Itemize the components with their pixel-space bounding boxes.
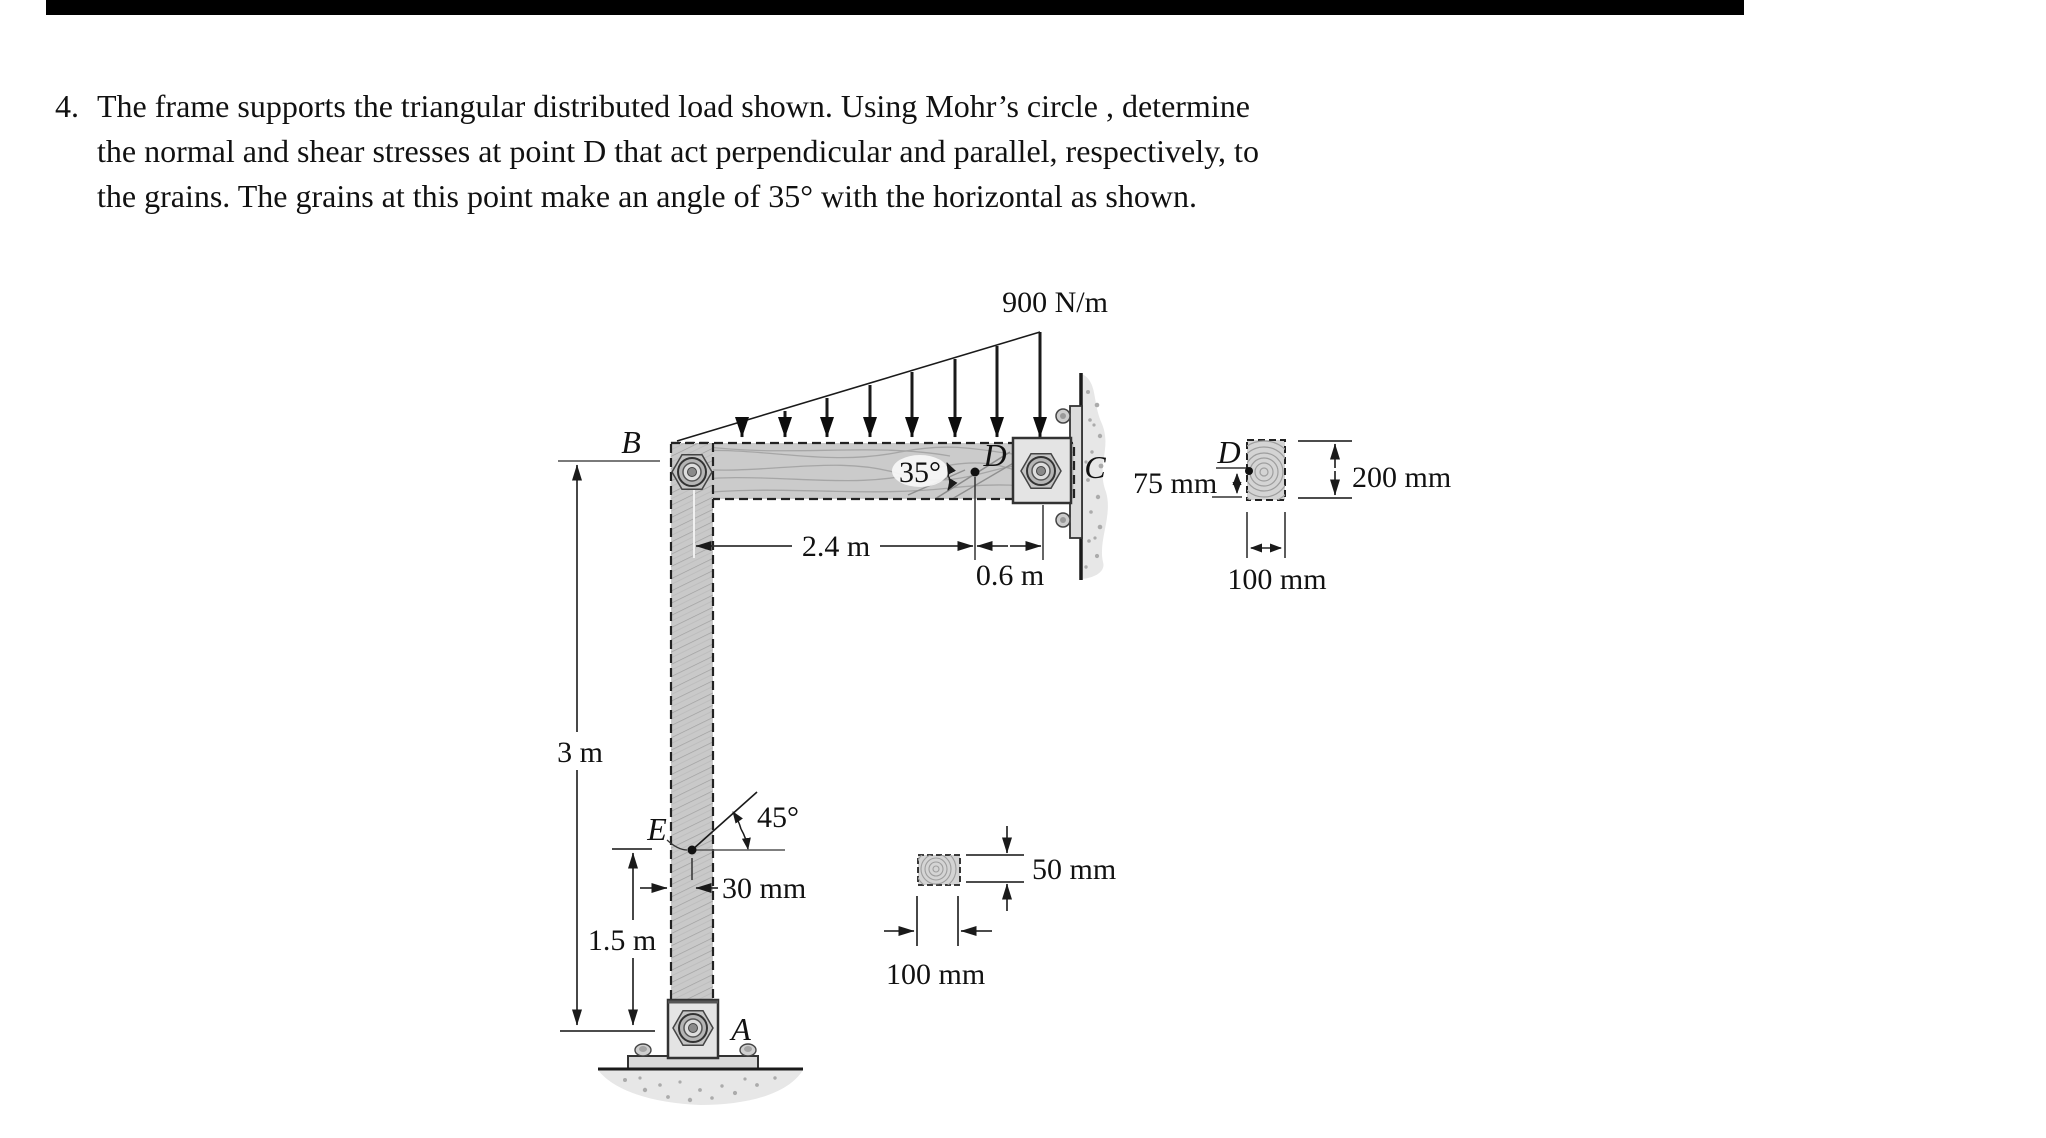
- pin-a-center: [689, 1024, 698, 1033]
- dim-label-50mm: 50 mm: [1032, 853, 1117, 886]
- load-value-label: 900 N/m: [1002, 286, 1108, 319]
- column-member: [671, 443, 713, 1001]
- problem-number: 4.: [55, 88, 79, 124]
- point-d-dot: [971, 468, 980, 477]
- dim-label-100mm-right: 100 mm: [1227, 563, 1327, 596]
- dim-label-100mm-bottom: 100 mm: [886, 958, 986, 991]
- dimension-100mm-right: [1227, 512, 1326, 596]
- plate-bolt-bottom-center: [1060, 517, 1066, 523]
- base-bolt-left-head: [639, 1046, 647, 1052]
- pin-b-center: [688, 468, 697, 477]
- angle-e-arc-lower: [741, 829, 748, 849]
- angle-e-arc-upper: [733, 812, 741, 829]
- point-label-c: C: [1084, 449, 1106, 485]
- dim-label-0-6m: 0.6 m: [975, 559, 1045, 592]
- column-body: [671, 443, 713, 1001]
- dim-label-75mm: 75 mm: [1133, 467, 1218, 500]
- problem-line-2: the normal and shear stresses at point D that act perpendicular and parallel, respectively, to: [97, 133, 1259, 169]
- plate-bolt-top-center: [1060, 413, 1066, 419]
- problem-line-3: the grains. The grains at this point make an angle of 35° with the horizontal as shown.: [97, 178, 1197, 214]
- point-label-e: E: [647, 811, 667, 847]
- dim-label-1-5m: 1.5 m: [587, 924, 657, 957]
- point-label-a: A: [731, 1011, 751, 1047]
- problem-statement: [55, 88, 1259, 214]
- dimension-1-5m: [588, 849, 656, 1025]
- point-label-b: B: [621, 424, 641, 460]
- support-a: [598, 1000, 803, 1105]
- problem-line-1: The frame supports the triangular distributed load shown. Using Mohr’s circle , determine: [97, 88, 1250, 124]
- dim-label-3m: 3 m: [557, 736, 603, 769]
- point-e-detail: [640, 792, 806, 905]
- top-border-bar: [46, 0, 1744, 15]
- point-e-dot: [688, 846, 697, 855]
- load-arrows: [742, 332, 1040, 437]
- dim-label-2-4m: 2.4 m: [801, 530, 871, 563]
- angle-label-45: 45°: [757, 801, 799, 834]
- dim-label-30mm: 30 mm: [722, 872, 807, 905]
- e-cross-section: [884, 826, 1116, 991]
- connection-b: [558, 424, 712, 489]
- dim-label-200mm: 200 mm: [1352, 461, 1452, 494]
- ground-soil: [598, 1070, 803, 1105]
- d-section-point-dot: [1245, 467, 1253, 475]
- point-label-d: D: [983, 437, 1007, 473]
- pin-c-center: [1037, 467, 1046, 476]
- dimension-2-4m: [696, 530, 973, 563]
- d-cross-section: [1133, 434, 1451, 596]
- section-d-label: D: [1217, 434, 1241, 470]
- dimension-100mm-bottom: [884, 896, 992, 991]
- angle-label-35: 35°: [899, 456, 941, 489]
- load-envelope-line: [677, 332, 1040, 441]
- dimension-200mm: [1298, 441, 1451, 498]
- dimension-50mm: [966, 826, 1116, 911]
- distributed-load: [677, 286, 1108, 441]
